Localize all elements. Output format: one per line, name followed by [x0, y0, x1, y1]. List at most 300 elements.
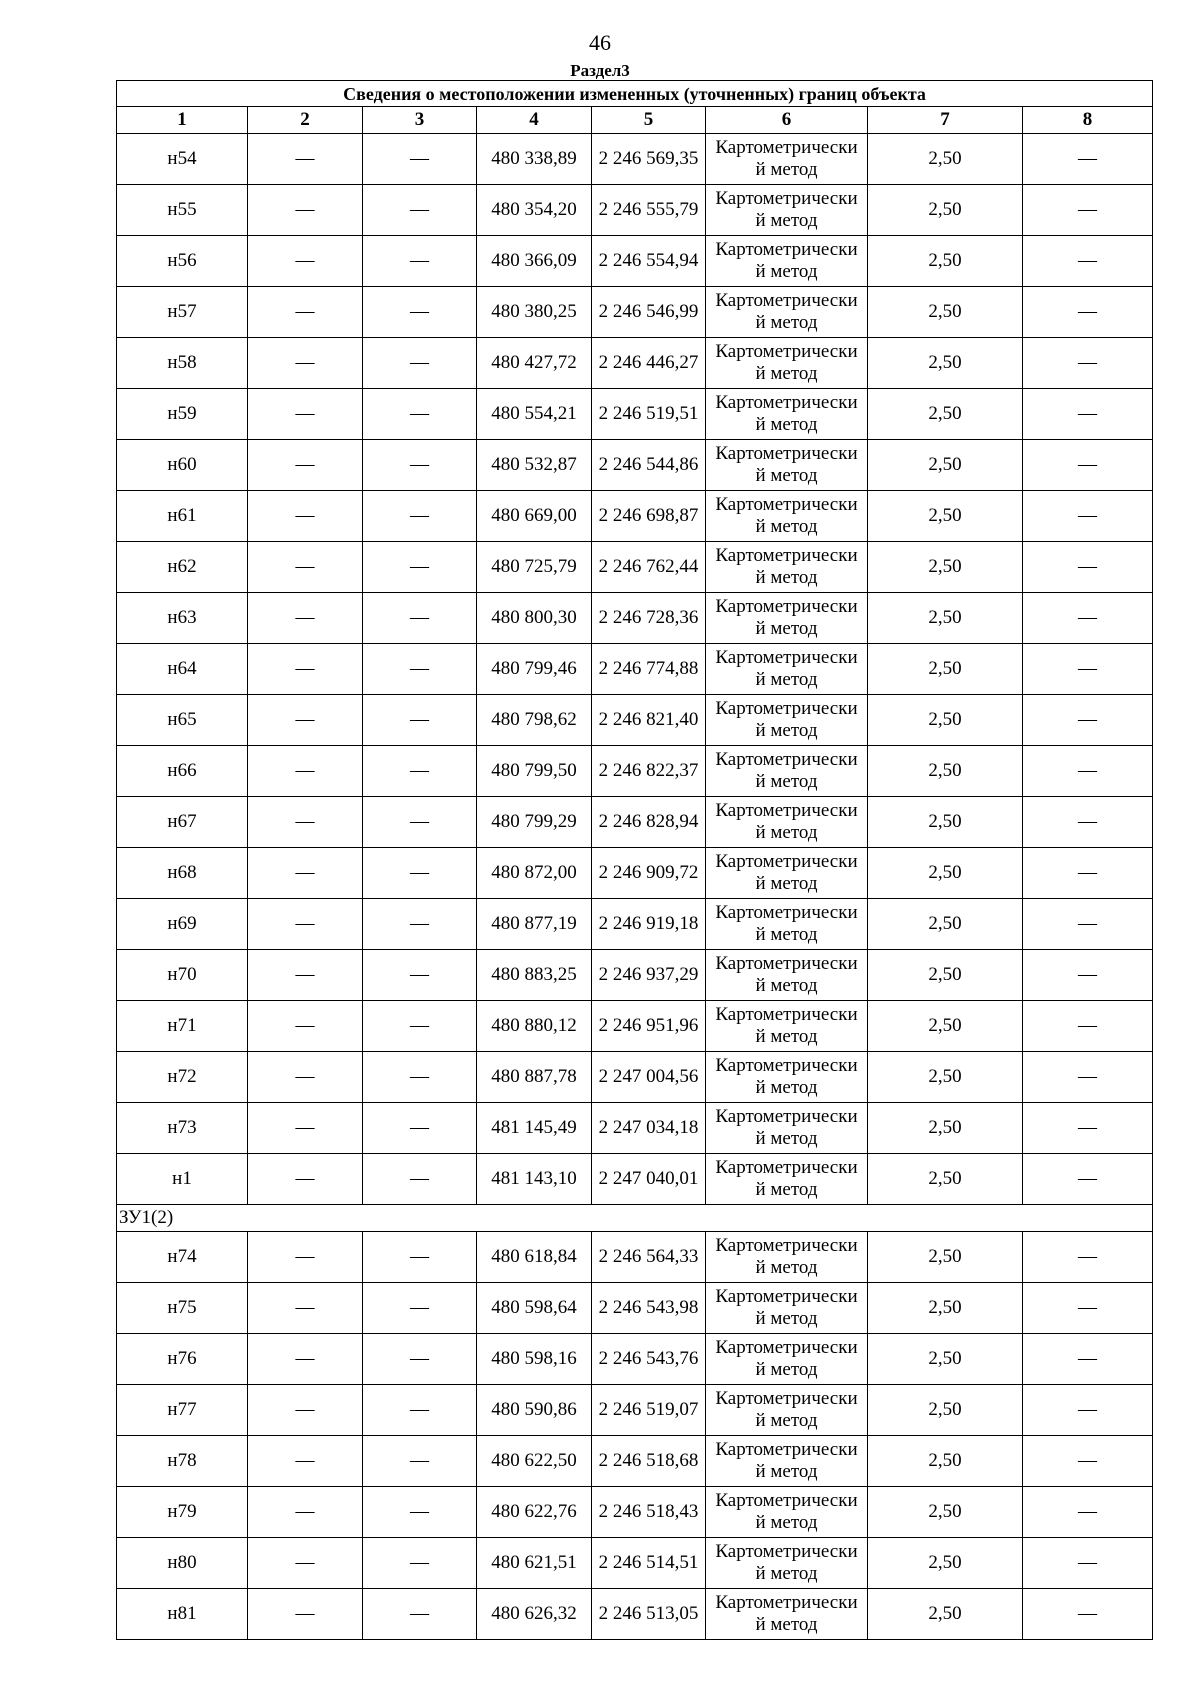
dash-cell: — [1023, 797, 1153, 848]
dash-cell: — [248, 1001, 363, 1052]
dash-cell: — [1023, 491, 1153, 542]
method-line-2: й метод [755, 720, 818, 741]
method-line-2: й метод [755, 516, 818, 537]
method-cell [706, 797, 868, 848]
dash-cell: — [363, 338, 477, 389]
method-cell [706, 440, 868, 491]
accuracy-cell: 2,50 [868, 185, 1023, 236]
point-name-cell: н57 [117, 287, 248, 338]
table-row [117, 1154, 1153, 1205]
y-coordinate-cell: 2 246 919,18 [592, 899, 706, 950]
method-cell [706, 389, 868, 440]
dash-cell: — [363, 1436, 477, 1487]
dash-cell: — [248, 1103, 363, 1154]
method-line-1: Картометрически [715, 1592, 858, 1613]
table-title: Сведения о местоположении измененных (уточненных) границ объекта [117, 81, 1153, 107]
method-line-1: Картометрически [715, 1337, 858, 1358]
y-coordinate-cell: 2 246 554,94 [592, 236, 706, 287]
y-coordinate-cell: 2 246 543,98 [592, 1283, 706, 1334]
dash-cell: — [363, 1154, 477, 1205]
method-line-1: Картометрически [715, 443, 858, 464]
method-cell [706, 542, 868, 593]
dash-cell: — [363, 1052, 477, 1103]
column-header: 6 [706, 107, 868, 134]
x-coordinate-cell: 480 427,72 [477, 338, 592, 389]
table-row [117, 1001, 1153, 1052]
accuracy-cell: 2,50 [868, 1436, 1023, 1487]
dash-cell: — [1023, 899, 1153, 950]
dash-cell: — [363, 185, 477, 236]
point-name-cell: н56 [117, 236, 248, 287]
dash-cell: — [363, 644, 477, 695]
accuracy-cell: 2,50 [868, 287, 1023, 338]
section-label: Раздел3 [570, 61, 630, 80]
dash-cell: — [1023, 1487, 1153, 1538]
column-header: 5 [592, 107, 706, 134]
table-row [117, 1487, 1153, 1538]
method-line-2: й метод [755, 465, 818, 486]
method-cell [706, 746, 868, 797]
dash-cell: — [363, 1283, 477, 1334]
y-coordinate-cell: 2 246 728,36 [592, 593, 706, 644]
method-line-2: й метод [755, 414, 818, 435]
point-name-cell: н68 [117, 848, 248, 899]
point-name-cell: н78 [117, 1436, 248, 1487]
x-coordinate-cell: 480 883,25 [477, 950, 592, 1001]
method-line-1: Картометрически [715, 953, 858, 974]
accuracy-cell: 2,50 [868, 950, 1023, 1001]
dash-cell: — [1023, 542, 1153, 593]
accuracy-cell: 2,50 [868, 1334, 1023, 1385]
y-coordinate-cell: 2 246 519,07 [592, 1385, 706, 1436]
table-row [117, 1283, 1153, 1334]
dash-cell: — [363, 695, 477, 746]
x-coordinate-cell: 480 872,00 [477, 848, 592, 899]
x-coordinate-cell: 480 626,32 [477, 1589, 592, 1640]
x-coordinate-cell: 480 799,46 [477, 644, 592, 695]
dash-cell: — [248, 491, 363, 542]
dash-cell: — [1023, 1385, 1153, 1436]
x-coordinate-cell: 480 799,29 [477, 797, 592, 848]
dash-cell: — [1023, 134, 1153, 185]
x-coordinate-cell: 480 622,50 [477, 1436, 592, 1487]
table-row [117, 746, 1153, 797]
column-header: 1 [117, 107, 248, 134]
method-line-2: й метод [755, 159, 818, 180]
table-row [117, 1538, 1153, 1589]
accuracy-cell: 2,50 [868, 1103, 1023, 1154]
point-name-cell: н59 [117, 389, 248, 440]
dash-cell: — [248, 1052, 363, 1103]
method-cell [706, 1103, 868, 1154]
point-name-cell: н66 [117, 746, 248, 797]
table-row [117, 1589, 1153, 1640]
x-coordinate-cell: 480 621,51 [477, 1538, 592, 1589]
dash-cell: — [1023, 950, 1153, 1001]
dash-cell: — [363, 1589, 477, 1640]
method-cell [706, 287, 868, 338]
point-name-cell: н70 [117, 950, 248, 1001]
table-body [117, 81, 1153, 1640]
method-line-2: й метод [755, 924, 818, 945]
dash-cell: — [248, 1487, 363, 1538]
table-row [117, 1052, 1153, 1103]
table-row [117, 185, 1153, 236]
table-row [117, 287, 1153, 338]
y-coordinate-cell: 2 246 555,79 [592, 185, 706, 236]
table-row [117, 491, 1153, 542]
method-cell [706, 1154, 868, 1205]
dash-cell: — [363, 134, 477, 185]
y-coordinate-cell: 2 246 546,99 [592, 287, 706, 338]
method-line-1: Картометрически [715, 1439, 858, 1460]
table-row [117, 1103, 1153, 1154]
method-line-2: й метод [755, 312, 818, 333]
table-row [117, 695, 1153, 746]
dash-cell: — [363, 1334, 477, 1385]
dash-cell: — [248, 950, 363, 1001]
accuracy-cell: 2,50 [868, 1283, 1023, 1334]
method-line-2: й метод [755, 1257, 818, 1278]
dash-cell: — [1023, 1589, 1153, 1640]
table-row [117, 644, 1153, 695]
x-coordinate-cell: 480 532,87 [477, 440, 592, 491]
dash-cell: — [363, 848, 477, 899]
method-cell [706, 1001, 868, 1052]
method-line-2: й метод [755, 1461, 818, 1482]
method-line-2: й метод [755, 1410, 818, 1431]
x-coordinate-cell: 480 598,16 [477, 1334, 592, 1385]
method-line-1: Картометрически [715, 494, 858, 515]
method-cell [706, 134, 868, 185]
dash-cell: — [363, 593, 477, 644]
point-name-cell: н1 [117, 1154, 248, 1205]
y-coordinate-cell: 2 246 519,51 [592, 389, 706, 440]
dash-cell: — [1023, 593, 1153, 644]
point-name-cell: н77 [117, 1385, 248, 1436]
method-cell [706, 1538, 868, 1589]
x-coordinate-cell: 480 380,25 [477, 287, 592, 338]
method-line-2: й метод [755, 1308, 818, 1329]
method-line-1: Картометрически [715, 1235, 858, 1256]
method-line-1: Картометрически [715, 137, 858, 158]
dash-cell: — [248, 287, 363, 338]
point-name-cell: н76 [117, 1334, 248, 1385]
dash-cell: — [1023, 1334, 1153, 1385]
method-cell [706, 644, 868, 695]
method-line-1: Картометрически [715, 749, 858, 770]
x-coordinate-cell: 480 618,84 [477, 1232, 592, 1283]
x-coordinate-cell: 480 877,19 [477, 899, 592, 950]
y-coordinate-cell: 2 246 828,94 [592, 797, 706, 848]
dash-cell: — [248, 1283, 363, 1334]
point-name-cell: н62 [117, 542, 248, 593]
y-coordinate-cell: 2 246 762,44 [592, 542, 706, 593]
point-name-cell: н79 [117, 1487, 248, 1538]
dash-cell: — [248, 338, 363, 389]
y-coordinate-cell: 2 246 513,05 [592, 1589, 706, 1640]
point-name-cell: н64 [117, 644, 248, 695]
table-row [117, 899, 1153, 950]
point-name-cell: н60 [117, 440, 248, 491]
method-line-2: й метод [755, 771, 818, 792]
x-coordinate-cell: 480 799,50 [477, 746, 592, 797]
accuracy-cell: 2,50 [868, 1538, 1023, 1589]
x-coordinate-cell: 480 880,12 [477, 1001, 592, 1052]
table-row [117, 1334, 1153, 1385]
table-row [117, 797, 1153, 848]
method-line-2: й метод [755, 669, 818, 690]
method-line-1: Картометрически [715, 1106, 858, 1127]
table-row [117, 848, 1153, 899]
dash-cell: — [248, 797, 363, 848]
dash-cell: — [248, 695, 363, 746]
dash-cell: — [1023, 338, 1153, 389]
dash-cell: — [363, 1103, 477, 1154]
y-coordinate-cell: 2 247 004,56 [592, 1052, 706, 1103]
dash-cell: — [1023, 1103, 1153, 1154]
method-cell [706, 1385, 868, 1436]
dash-cell: — [248, 440, 363, 491]
accuracy-cell: 2,50 [868, 695, 1023, 746]
method-line-2: й метод [755, 873, 818, 894]
dash-cell: — [1023, 389, 1153, 440]
dash-cell: — [248, 1436, 363, 1487]
method-cell [706, 848, 868, 899]
accuracy-cell: 2,50 [868, 389, 1023, 440]
method-cell [706, 236, 868, 287]
y-coordinate-cell: 2 246 446,27 [592, 338, 706, 389]
y-coordinate-cell: 2 246 544,86 [592, 440, 706, 491]
table-row [117, 542, 1153, 593]
point-name-cell: н55 [117, 185, 248, 236]
accuracy-cell: 2,50 [868, 899, 1023, 950]
method-line-1: Картометрически [715, 596, 858, 617]
dash-cell: — [1023, 1232, 1153, 1283]
accuracy-cell: 2,50 [868, 848, 1023, 899]
table-row [117, 1232, 1153, 1283]
y-coordinate-cell: 2 246 564,33 [592, 1232, 706, 1283]
dash-cell: — [363, 950, 477, 1001]
dash-cell: — [248, 542, 363, 593]
method-cell [706, 1052, 868, 1103]
dash-cell: — [248, 899, 363, 950]
y-coordinate-cell: 2 246 518,68 [592, 1436, 706, 1487]
y-coordinate-cell: 2 247 034,18 [592, 1103, 706, 1154]
method-cell [706, 185, 868, 236]
method-line-2: й метод [755, 1179, 818, 1200]
dash-cell: — [363, 236, 477, 287]
y-coordinate-cell: 2 246 514,51 [592, 1538, 706, 1589]
column-header: 3 [363, 107, 477, 134]
y-coordinate-cell: 2 246 821,40 [592, 695, 706, 746]
method-line-2: й метод [755, 1614, 818, 1635]
method-line-1: Картометрически [715, 290, 858, 311]
method-line-1: Картометрически [715, 851, 858, 872]
dash-cell: — [1023, 1436, 1153, 1487]
dash-cell: — [248, 1385, 363, 1436]
method-cell [706, 491, 868, 542]
x-coordinate-cell: 481 143,10 [477, 1154, 592, 1205]
y-coordinate-cell: 2 246 518,43 [592, 1487, 706, 1538]
method-line-1: Картометрически [715, 1490, 858, 1511]
method-line-2: й метод [755, 822, 818, 843]
y-coordinate-cell: 2 246 698,87 [592, 491, 706, 542]
point-name-cell: н58 [117, 338, 248, 389]
method-line-1: Картометрически [715, 392, 858, 413]
x-coordinate-cell: 480 725,79 [477, 542, 592, 593]
point-name-cell: н80 [117, 1538, 248, 1589]
dash-cell: — [248, 185, 363, 236]
accuracy-cell: 2,50 [868, 134, 1023, 185]
point-name-cell: н65 [117, 695, 248, 746]
y-coordinate-cell: 2 246 951,96 [592, 1001, 706, 1052]
group-label: ЗУ1(2) [117, 1205, 1153, 1232]
y-coordinate-cell: 2 246 774,88 [592, 644, 706, 695]
method-cell [706, 338, 868, 389]
point-name-cell: н63 [117, 593, 248, 644]
dash-cell: — [248, 593, 363, 644]
page-number: 46 [589, 30, 611, 55]
dash-cell: — [363, 1385, 477, 1436]
method-line-2: й метод [755, 210, 818, 231]
dash-cell: — [363, 389, 477, 440]
dash-cell: — [248, 1232, 363, 1283]
y-coordinate-cell: 2 246 569,35 [592, 134, 706, 185]
method-cell [706, 899, 868, 950]
method-line-1: Картометрически [715, 647, 858, 668]
method-cell [706, 1283, 868, 1334]
dash-cell: — [1023, 1052, 1153, 1103]
group-row [117, 1205, 1153, 1232]
method-line-2: й метод [755, 618, 818, 639]
dash-cell: — [1023, 644, 1153, 695]
dash-cell: — [248, 1334, 363, 1385]
y-coordinate-cell: 2 246 937,29 [592, 950, 706, 1001]
method-line-2: й метод [755, 1026, 818, 1047]
accuracy-cell: 2,50 [868, 1487, 1023, 1538]
table-row [117, 236, 1153, 287]
dash-cell: — [1023, 440, 1153, 491]
dash-cell: — [248, 389, 363, 440]
method-line-1: Картометрически [715, 800, 858, 821]
method-line-1: Картометрически [715, 1055, 858, 1076]
dash-cell: — [248, 1589, 363, 1640]
column-header: 7 [868, 107, 1023, 134]
dash-cell: — [363, 287, 477, 338]
column-header: 4 [477, 107, 592, 134]
dash-cell: — [248, 1154, 363, 1205]
method-line-1: Картометрически [715, 239, 858, 260]
method-cell [706, 1232, 868, 1283]
dash-cell: — [248, 848, 363, 899]
dash-cell: — [363, 440, 477, 491]
method-line-1: Картометрически [715, 1286, 858, 1307]
dash-cell: — [363, 491, 477, 542]
method-line-2: й метод [755, 567, 818, 588]
dash-cell: — [363, 1538, 477, 1589]
accuracy-cell: 2,50 [868, 542, 1023, 593]
point-name-cell: н81 [117, 1589, 248, 1640]
method-line-2: й метод [755, 1077, 818, 1098]
dash-cell: — [363, 899, 477, 950]
method-line-2: й метод [755, 261, 818, 282]
dash-cell: — [1023, 287, 1153, 338]
dash-cell: — [1023, 236, 1153, 287]
method-line-1: Картометрически [715, 188, 858, 209]
method-line-2: й метод [755, 363, 818, 384]
x-coordinate-cell: 481 145,49 [477, 1103, 592, 1154]
x-coordinate-cell: 480 598,64 [477, 1283, 592, 1334]
accuracy-cell: 2,50 [868, 338, 1023, 389]
x-coordinate-cell: 480 354,20 [477, 185, 592, 236]
table-row [117, 1385, 1153, 1436]
dash-cell: — [1023, 1283, 1153, 1334]
method-cell [706, 1334, 868, 1385]
method-line-1: Картометрически [715, 545, 858, 566]
table-row [117, 1436, 1153, 1487]
method-cell [706, 1487, 868, 1538]
x-coordinate-cell: 480 338,89 [477, 134, 592, 185]
x-coordinate-cell: 480 887,78 [477, 1052, 592, 1103]
point-name-cell: н71 [117, 1001, 248, 1052]
dash-cell: — [363, 1487, 477, 1538]
table-row [117, 338, 1153, 389]
accuracy-cell: 2,50 [868, 593, 1023, 644]
x-coordinate-cell: 480 800,30 [477, 593, 592, 644]
table-row [117, 593, 1153, 644]
table-row [117, 389, 1153, 440]
table-title-row [117, 81, 1153, 107]
accuracy-cell: 2,50 [868, 797, 1023, 848]
dash-cell: — [1023, 848, 1153, 899]
dash-cell: — [248, 134, 363, 185]
method-cell [706, 695, 868, 746]
y-coordinate-cell: 2 246 909,72 [592, 848, 706, 899]
dash-cell: — [363, 542, 477, 593]
dash-cell: — [1023, 746, 1153, 797]
method-line-1: Картометрически [715, 698, 858, 719]
y-coordinate-cell: 2 247 040,01 [592, 1154, 706, 1205]
point-name-cell: н61 [117, 491, 248, 542]
method-line-2: й метод [755, 1512, 818, 1533]
method-line-2: й метод [755, 975, 818, 996]
method-line-1: Картометрически [715, 341, 858, 362]
method-line-1: Картометрически [715, 1157, 858, 1178]
column-header-row [117, 107, 1153, 134]
dash-cell: — [248, 746, 363, 797]
dash-cell: — [248, 644, 363, 695]
accuracy-cell: 2,50 [868, 1052, 1023, 1103]
method-line-1: Картометрически [715, 1541, 858, 1562]
table-row [117, 950, 1153, 1001]
point-name-cell: н75 [117, 1283, 248, 1334]
method-cell [706, 593, 868, 644]
dash-cell: — [363, 746, 477, 797]
column-header: 2 [248, 107, 363, 134]
boundary-table [116, 80, 1153, 1640]
point-name-cell: н74 [117, 1232, 248, 1283]
x-coordinate-cell: 480 366,09 [477, 236, 592, 287]
accuracy-cell: 2,50 [868, 491, 1023, 542]
accuracy-cell: 2,50 [868, 236, 1023, 287]
accuracy-cell: 2,50 [868, 746, 1023, 797]
method-cell [706, 1436, 868, 1487]
x-coordinate-cell: 480 554,21 [477, 389, 592, 440]
dash-cell: — [363, 797, 477, 848]
dash-cell: — [363, 1232, 477, 1283]
accuracy-cell: 2,50 [868, 1385, 1023, 1436]
